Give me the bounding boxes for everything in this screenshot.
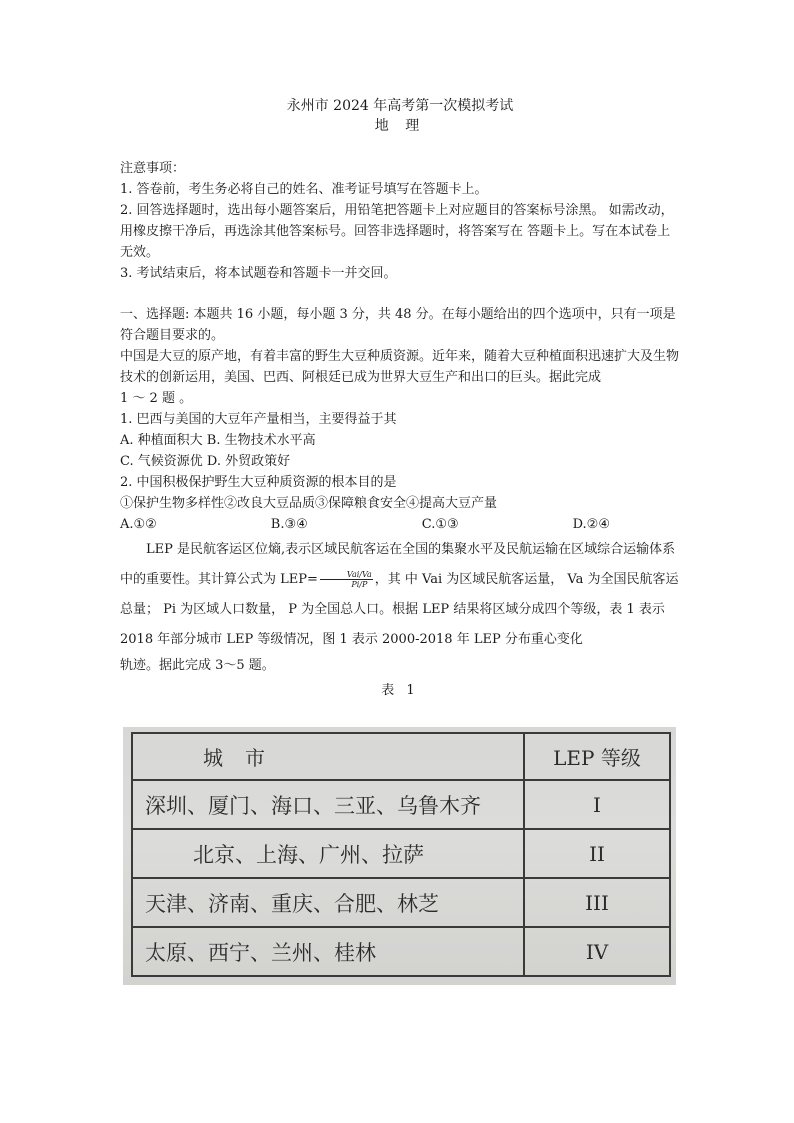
question-2-option-c: C.①③ <box>421 517 459 532</box>
table-row <box>132 878 670 927</box>
lep-formula-fraction <box>320 570 373 589</box>
passage-lep-end: 轨迹。据此完成 3～5 题。 <box>120 658 275 673</box>
table-row <box>132 829 670 878</box>
passage-lep-part1: LEP 是民航客运区位熵,表示区域民航客运在全国的集聚水平及民航运输在区域综合运输体系中的重要性。其计算公式为 LEP= <box>120 542 676 587</box>
table-row <box>132 927 670 976</box>
question-2-options <box>120 514 610 535</box>
table-cell-cities: 深圳、厦门、海口、三亚、乌鲁木齐 <box>132 780 524 829</box>
question-2-option-b: B.③④ <box>270 517 308 532</box>
question-1-options-cd: C. 气候资源优 D. 外贸政策好 <box>120 454 291 469</box>
question-1-options-ab: A. 种植面积大 B. 生物技术水平高 <box>120 433 316 448</box>
exam-subject: 地 理 <box>374 118 426 134</box>
question-1-stem: 1. 巴西与美国的大豆年产量相当，主要得益于其 <box>120 412 397 427</box>
formula-denominator: Pi/P <box>351 580 368 589</box>
table-cell-grade: II <box>524 829 670 878</box>
table-cell-cities: 太原、西宁、兰州、桂林 <box>132 927 524 976</box>
question-2-statements: ①保护生物多样性②改良大豆品质③保障粮食安全④提高大豆产量 <box>120 496 498 511</box>
question-2-option-d: D.②④ <box>572 517 610 532</box>
notice-item-1: 1. 答卷前，考生务必将自己的姓名、准考证号填写在答题卡上。 <box>120 182 488 197</box>
table-row <box>132 780 670 829</box>
table-cell-cities: 天津、济南、重庆、合肥、林芝 <box>132 878 524 927</box>
table-header-row <box>132 733 670 780</box>
table-cell-grade: III <box>524 878 670 927</box>
notice-heading: 注意事项： <box>120 161 186 176</box>
table-cell-grade: I <box>524 780 670 829</box>
question-range-1-2: 1 ～ 2 题 。 <box>120 391 193 406</box>
header-city: 城市 <box>132 733 524 780</box>
notice-item-2: 2. 回答选择题时，选出每小题答案后，用铅笔把答题卡上对应题目的答案标号涂黑。 如需改动，用橡皮擦干净后，再选涂其他答案标号。回答非选择题时，将答案写在 答题卡上。写在本试卷上无效。 <box>120 203 674 260</box>
section-intro: 一、选择题: 本题共 16 小题，每小题 3 分，共 48 分。在每小题给出的四个选项中，只有一项是符合题目要求的。 <box>120 307 676 343</box>
table-cell-cities: 北京、上海、广州、拉萨 <box>132 829 524 878</box>
lep-grade-table <box>131 732 671 977</box>
table-1-photo <box>123 727 676 985</box>
exam-page <box>120 96 680 709</box>
passage-soybean: 中国是大豆的原产地，有着丰富的野生大豆种质资源。近年来，随着大豆种植面积迅速扩大及生物技术的创新运用，美国、巴西、阿根廷已成为世界大豆生产和出口的巨头。据此完成 <box>120 349 680 385</box>
passage-lep <box>120 535 680 655</box>
table-cell-grade: IV <box>524 927 670 976</box>
header-grade: LEP 等级 <box>524 733 670 780</box>
notice-item-3: 3. 考试结束后，将本试题卷和答题卡一并交回。 <box>120 266 397 281</box>
table-caption: 表 1 <box>381 683 419 698</box>
question-2-stem: 2. 中国积极保护野生大豆种质资源的根本目的是 <box>120 475 397 490</box>
question-2-option-a: A.①② <box>120 517 157 532</box>
exam-title: 永州市 2024 年高考第一次模拟考试 <box>286 98 514 114</box>
passage-lep-part2: ，其 中 Vai 为区域民航客运量， Va 为全国民航客运总量； Pi 为区域人口数量， P 为全国总人口。根据 LEP 结果将区域分成四个等级，表 1 表示 2018 年部分城市 LEP 等级情况，图 1 表示 2000-2018 年 LEP 分布重心变化 <box>120 572 679 647</box>
formula-numerator: Vai/Va <box>320 570 373 580</box>
